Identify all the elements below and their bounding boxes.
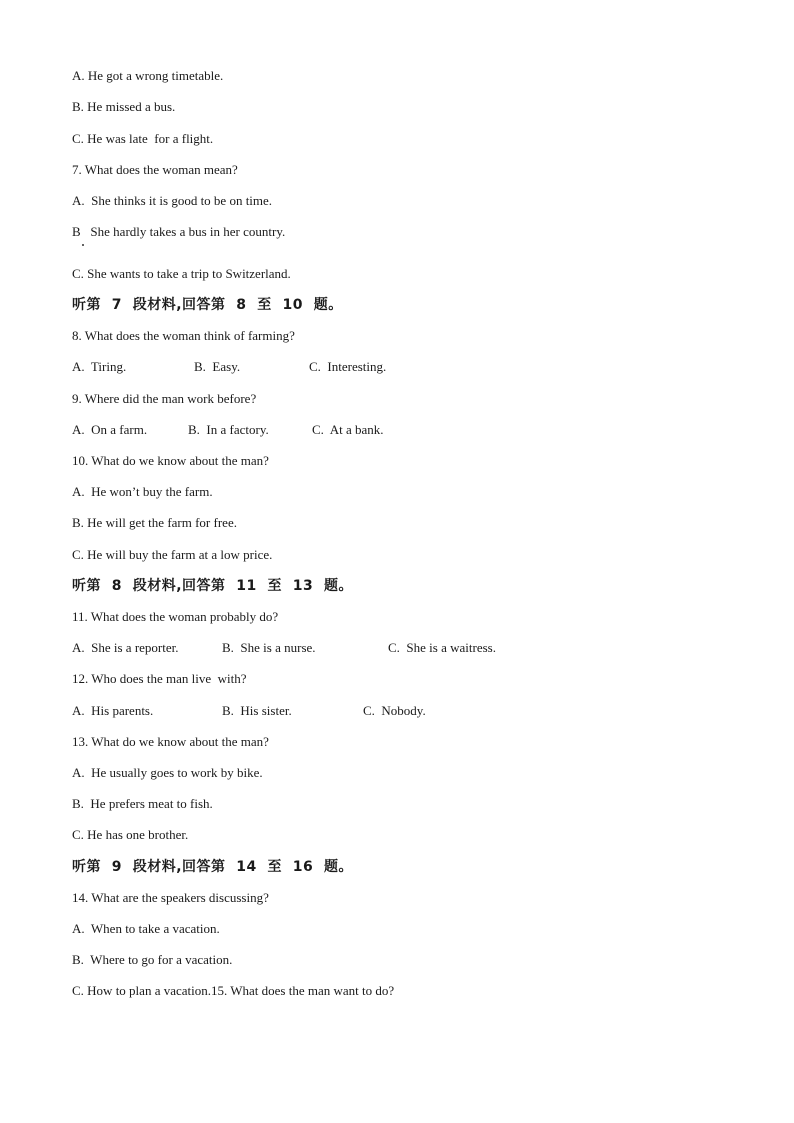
question-8-option-b: B. Easy. (194, 359, 241, 374)
question-9: 9. Where did the man work before? (72, 391, 257, 406)
question-11: 11. What does the woman probably do? (72, 609, 279, 624)
question-7-option-a: A. She thinks it is good to be on time. (72, 193, 273, 208)
question-11-option-a: A. She is a reporter. (72, 640, 179, 655)
question-14-option-b: B. Where to go for a vacation. (72, 952, 233, 967)
question-7-option-c: C. She wants to take a trip to Switzerland. (72, 266, 291, 281)
question-8-option-a: A. Tiring. (72, 359, 127, 374)
question-13: 13. What do we know about the man? (72, 734, 269, 749)
question-7: 7. What does the woman mean? (72, 162, 238, 177)
question-7-option-b: B She hardly takes a bus in her country. (72, 224, 286, 239)
question-14-option-c: C. How to plan a vacation.15. What does the man want to do? (72, 983, 395, 998)
question-14: 14. What are the speakers discussing? (72, 890, 269, 905)
stray-dot-mark (82, 244, 84, 246)
option-a-wrong-timetable: A. He got a wrong timetable. (72, 68, 224, 83)
question-10-option-b: B. He will get the farm for free. (72, 515, 237, 530)
question-10: 10. What do we know about the man? (72, 453, 269, 468)
question-11-option-c: C. She is a waitress. (388, 640, 496, 655)
question-12-option-c: C. Nobody. (363, 703, 426, 718)
option-b-missed-bus: B. He missed a bus. (72, 99, 176, 114)
question-13-option-b: B. He prefers meat to fish. (72, 796, 213, 811)
question-8-option-c: C. Interesting. (309, 359, 387, 374)
section-heading-9: 听第 9 段材料,回答第 14 至 16 题。 (72, 859, 354, 875)
question-13-option-c: C. He has one brother. (72, 827, 189, 842)
question-13-option-a: A. He usually goes to work by bike. (72, 765, 263, 780)
question-8: 8. What does the woman think of farming? (72, 328, 295, 343)
question-12-option-b: B. His sister. (222, 703, 292, 718)
section-heading-7: 听第 7 段材料,回答第 8 至 10 题。 (72, 297, 343, 313)
option-c-late-flight: C. He was late for a flight. (72, 131, 214, 146)
question-9-option-c: C. At a bank. (312, 422, 384, 437)
question-9-option-b: B. In a factory. (188, 422, 269, 437)
question-11-option-b: B. She is a nurse. (222, 640, 316, 655)
question-10-option-a: A. He won’t buy the farm. (72, 484, 213, 499)
question-10-option-c: C. He will buy the farm at a low price. (72, 547, 273, 562)
section-heading-8: 听第 8 段材料,回答第 11 至 13 题。 (72, 578, 354, 594)
question-14-option-a: A. When to take a vacation. (72, 921, 220, 936)
question-12: 12. Who does the man live with? (72, 671, 247, 686)
question-9-option-a: A. On a farm. (72, 422, 148, 437)
question-12-option-a: A. His parents. (72, 703, 154, 718)
